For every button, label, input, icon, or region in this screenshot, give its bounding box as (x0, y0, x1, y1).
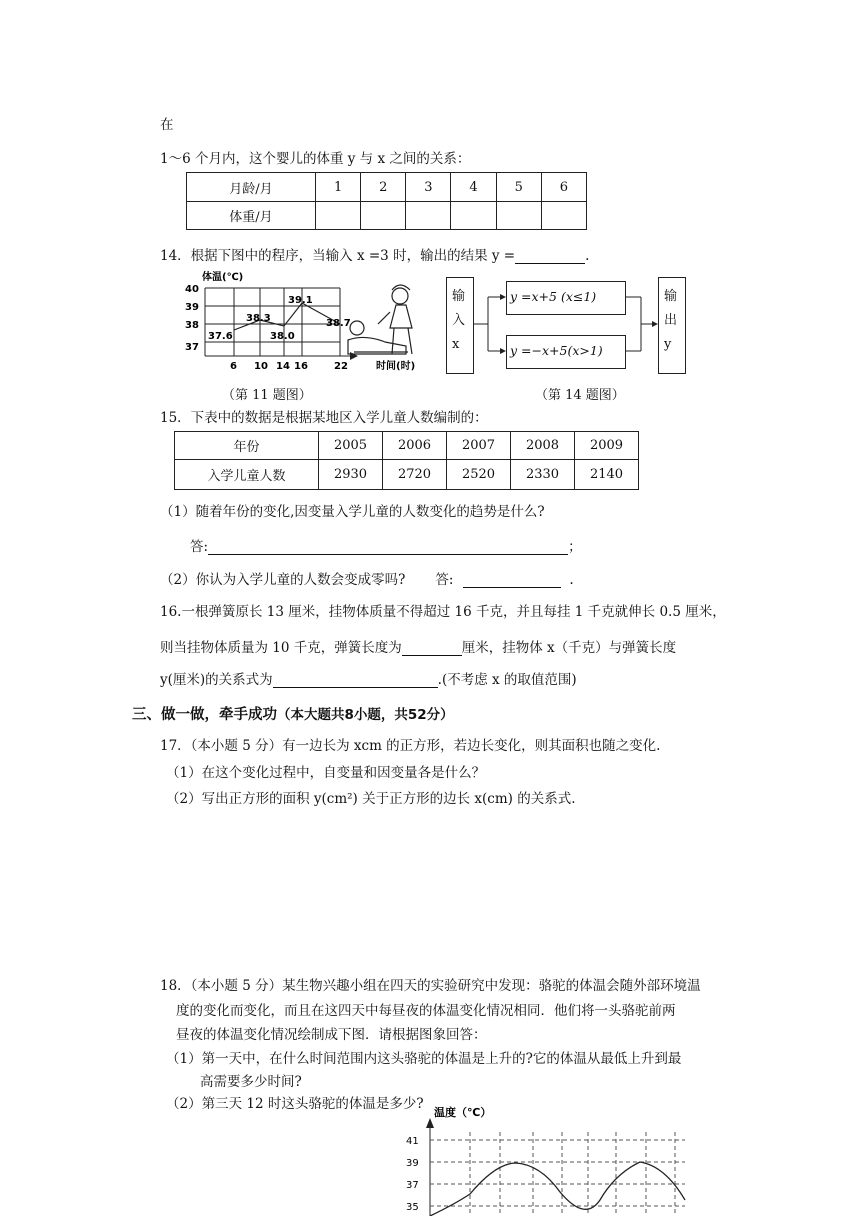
q15-year-cell: 2005 (319, 432, 383, 460)
fig11-ytick: 40 (185, 284, 199, 295)
q15-row2-header: 入学儿童人数 (175, 460, 319, 490)
q13-month-cell: 1 (316, 173, 361, 202)
q13-empty-cell[interactable] (451, 202, 496, 230)
q16-line2 (160, 636, 676, 656)
fig11-point-label: 38.0 (270, 331, 295, 342)
q18-line1: 18．（本小题 5 分）某生物兴趣小组在四天的实验研究中发现：骆驼的体温会随外部环境温 (160, 978, 701, 994)
q16-line3 (160, 668, 577, 688)
q15-intro: 15．下表中的数据是根据某地区入学儿童人数编制的： (160, 410, 488, 426)
fig11-xtick: 22 (334, 361, 348, 372)
q15-ans2-suffix: . (569, 572, 574, 588)
fig11-xtick: 14 (276, 361, 290, 372)
q13-line1: 在 (160, 117, 174, 133)
section3-title: 三、做一做，牵手成功 (132, 707, 277, 723)
q14-text-b: . (585, 248, 590, 264)
q15-ans2-blank[interactable] (463, 571, 561, 588)
fig11-ytick: 37 (185, 342, 199, 353)
q15-count-cell: 2930 (319, 460, 383, 490)
q15-sub1: （1）随着年份的变化,因变量入学儿童的人数变化的趋势是什么? (160, 504, 545, 520)
q13-empty-cell[interactable] (316, 202, 361, 230)
q15-year-cell: 2007 (447, 432, 511, 460)
q13-empty-cell[interactable] (361, 202, 406, 230)
q16-blank1[interactable] (402, 639, 462, 656)
q13-line2: 1～6 个月内，这个婴儿的体重 y 与 x 之间的关系： (160, 151, 471, 167)
fig11-xtick: 16 (294, 361, 308, 372)
fig11-ytick: 38 (185, 320, 199, 331)
fig18-ytick: 41 (406, 1136, 419, 1147)
q13-row1-header: 月龄/月 (187, 173, 316, 202)
q15-sub2: （2）你认为入学儿童的人数会变成零吗? (160, 572, 406, 588)
fig11-chart (180, 268, 440, 376)
q15-table (174, 431, 639, 490)
q16-line1: 16.一根弹簧原长 13 厘米，挂物体质量不得超过 16 千克，并且每挂 1 千克就伸长 0.5 厘米， (160, 604, 726, 620)
q15-ans1-prefix: 答: (190, 539, 209, 555)
q14-text-a: 14．根据下图中的程序，当输入 x =3 时，输出的结果 y = (160, 248, 516, 264)
q15-count-cell: 2720 (383, 460, 447, 490)
fig11-point-label: 39.1 (288, 295, 313, 306)
q15-count-cell: 2140 (575, 460, 639, 490)
fig14-flowchart (446, 277, 686, 375)
q14-answer-blank[interactable] (515, 247, 585, 264)
q13-table (186, 172, 587, 230)
q13-month-cell: 2 (361, 173, 406, 202)
fig14-arrows (446, 277, 686, 375)
section3-heading (132, 703, 454, 724)
fig18-curve (430, 1162, 685, 1216)
fig18-ytick: 39 (406, 1158, 419, 1169)
q13-month-cell: 5 (496, 173, 541, 202)
q15-ans1-blank[interactable] (208, 538, 568, 555)
fig14-output-label: 输 出 y (664, 289, 678, 352)
fig11-point-label: 38.7 (326, 318, 351, 329)
q14-question (160, 244, 589, 264)
q15-ans1-suffix: ； (568, 539, 582, 555)
fig18-ytick: 37 (406, 1180, 419, 1191)
fig18-chart (400, 1104, 700, 1216)
fig11-xtick: 10 (254, 361, 268, 372)
q15-count-cell: 2330 (511, 460, 575, 490)
q18-sub2: （2）第三天 12 时这头骆驼的体温是多少? (166, 1096, 424, 1112)
q15-row1-header: 年份 (175, 432, 319, 460)
q13-empty-cell[interactable] (406, 202, 451, 230)
fig11-xtick: 6 (230, 361, 237, 372)
fig14-input-label: 输 入 x (452, 289, 466, 352)
fig11-xlabel: 时间(时) (376, 361, 416, 372)
q15-year-cell: 2006 (383, 432, 447, 460)
q15-answer1 (190, 535, 582, 555)
q15-sub2-line (160, 568, 574, 588)
q17-sub1: （1）在这个变化过程中，自变量和因变量各是什么？ (166, 765, 486, 781)
fig18-ytick: 35 (406, 1202, 419, 1213)
q18-line3: 昼夜的体温变化情况绘制成下图．请根据图象回答： (176, 1027, 487, 1043)
fig11-caption: （第 11 题图） (222, 388, 312, 403)
q13-empty-cell[interactable] (541, 202, 586, 230)
fig14-caption: （第 14 题图） (535, 388, 625, 403)
q15-year-cell: 2008 (511, 432, 575, 460)
fig11-point-label: 38.3 (246, 313, 271, 324)
q16-line2b: 厘米，挂物体 x（千克）与弹簧长度 (461, 640, 677, 656)
fig14-branch2-label: y =−x+5(x>1) (510, 343, 603, 358)
fig18-ylabel: 温度（℃） (434, 1106, 492, 1119)
q13-row2-header: 体重/月 (187, 202, 316, 230)
q18-sub1b: 高需要多少时间? (200, 1074, 302, 1090)
q17-sub2: （2）写出正方形的面积 y(cm²) 关于正方形的边长 x(cm) 的关系式. (166, 791, 576, 807)
q18-line2: 度的变化而变化，而且在这四天中每昼夜的体温变化情况相同．他们将一头骆驼前两 (176, 1003, 676, 1019)
q16-line3a: y(厘米)的关系式为 (160, 672, 273, 688)
fig11-ytick: 39 (185, 302, 199, 313)
q13-month-cell: 6 (541, 173, 586, 202)
q13-month-cell: 4 (451, 173, 496, 202)
q15-count-cell: 2520 (447, 460, 511, 490)
q16-blank2[interactable] (273, 671, 438, 688)
q15-year-cell: 2009 (575, 432, 639, 460)
q18-sub1a: （1）第一天中，在什么时间范围内这头骆驼的体温是上升的?它的体温从最低上升到最 (166, 1051, 682, 1067)
q13-empty-cell[interactable] (496, 202, 541, 230)
q16-line3b: .(不考虑 x 的取值范围) (437, 672, 577, 688)
q13-month-cell: 3 (406, 173, 451, 202)
q17-line1: 17．（本小题 5 分）有一边长为 xcm 的正方形，若边长变化，则其面积也随之变化. (160, 738, 661, 754)
fig11-illustration (348, 285, 412, 354)
fig11-point-label: 37.6 (208, 331, 233, 342)
fig11-ylabel: 体温(℃) (202, 272, 244, 283)
fig14-branch1-label: y =x+5 (x≤1) (510, 289, 597, 304)
q16-line2a: 则当挂物体质量为 10 千克，弹簧长度为 (160, 640, 402, 656)
section3-subtitle: （本大题共8小题，共52分） (277, 707, 454, 723)
q15-ans2-prefix: 答: (435, 572, 454, 588)
